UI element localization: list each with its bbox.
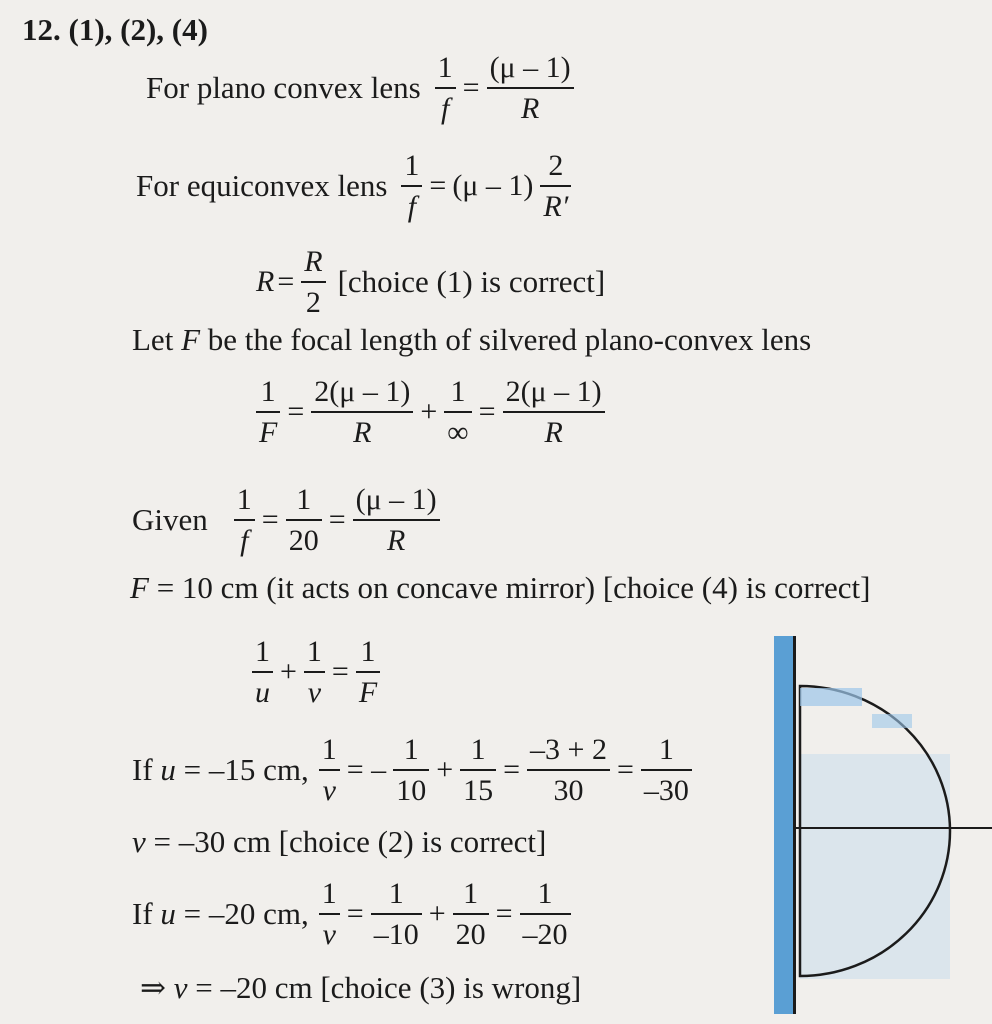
equiconvex-equation: For equiconvex lens $\frac{1}{f}$ = (μ – 1) $\frac{2}{R'}$: [136, 150, 575, 222]
silvered-lens-diagram: [772, 636, 992, 1016]
v-result-minus-30: v = –30 cm [choice (2) is correct]: [132, 824, 547, 859]
fraction-one-over-f: $\frac{1}{f}$: [401, 150, 422, 222]
mirror-formula: $\frac{1}{u}$ + $\frac{1}{v}$ = $\frac{1}{F}$: [248, 636, 384, 708]
lens-tint-patch-right: [872, 714, 912, 728]
case-u-minus-20: If u = –20 cm, $\frac{1}{v}$ = $\frac{1}{-10}$ + $\frac{1}{20}$ = $\frac{1}{-20}$: [132, 878, 575, 950]
implies-arrow-icon: ⇒: [140, 970, 166, 1005]
mirror-strip: [774, 636, 794, 1014]
plano-convex-equation: For plano convex lens $\frac{1}{f}$ = $\frac{(\mu - 1)}{R}$: [146, 52, 578, 124]
fraction-two-over-r-prime: $\frac{2}{R'}$: [540, 150, 571, 222]
mirror-edge: [793, 636, 796, 1014]
solution-number: 12. (1), (2), (4): [22, 12, 208, 47]
lens-tint-patch-top: [800, 688, 862, 706]
equiconvex-label: For equiconvex lens: [136, 168, 388, 203]
v-result-minus-20: ⇒ v = –20 cm [choice (3) is wrong]: [140, 970, 582, 1005]
lens-tint-fill: [800, 754, 950, 979]
case-u-minus-15: If u = –15 cm, $\frac{1}{v}$ = – $\frac{1}{10}$ + $\frac{1}{15}$ = $\frac{-3 + 2}{30}$ = $\frac{1}{-30}$: [132, 734, 696, 806]
fraction-r-over-two: $\frac{R}{2}$: [301, 246, 325, 318]
plano-convex-label: For plano convex lens: [146, 70, 421, 105]
choice-note: [choice (1) is correct]: [337, 264, 606, 299]
r-relation: R = $\frac{R}{2}$ [choice (1) is correct]: [256, 245, 606, 319]
silvered-lens-statement: Let F be the focal length of silvered plano-convex lens: [132, 322, 812, 357]
f-value-statement: F = 10 cm (it acts on concave mirror) [choice (4) is correct]: [130, 570, 871, 605]
given-label: Given: [132, 502, 208, 537]
given-equation: Given $\frac{1}{f}$ = $\frac{1}{20}$ = $\frac{(\mu - 1)}{R}$: [132, 484, 444, 556]
fraction-mu-minus-one-over-r: $\frac{(\mu - 1)}{R}$: [487, 52, 574, 124]
fraction-one-over-f: $\frac{1}{f}$: [435, 52, 456, 124]
silvered-focal-equation: $\frac{1}{F}$ = $\frac{2(\mu - 1)}{R}$ + $\frac{1}{\infty}$ = $\frac{2(\mu - 1)}{R}$: [252, 376, 609, 448]
